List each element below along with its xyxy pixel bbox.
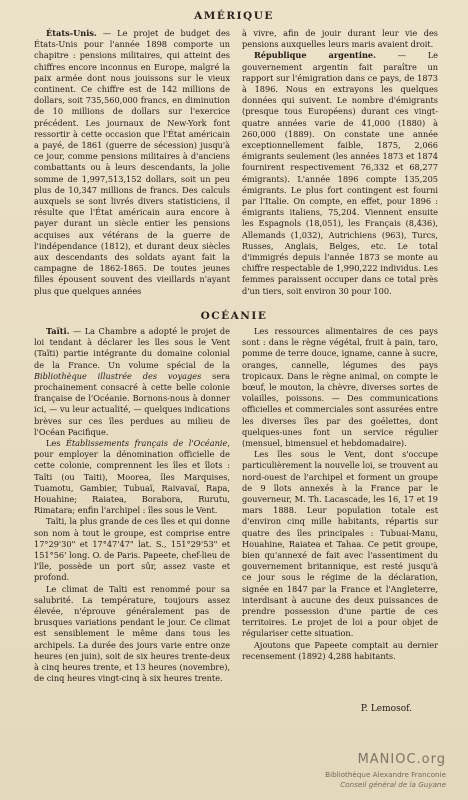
watermark-line-2: Conseil général de la Guyane — [340, 780, 446, 789]
us-title: États-Unis. — [46, 28, 97, 38]
tahiti-title: Taïti. — [46, 326, 70, 336]
amerique-left-column — [34, 28, 230, 297]
argentina-text: — Le gouvernement argentin fait paraître un rapport sur l'émigration dans ce pays, de 1873 à 1896. Nous en extrayons les quelques données qui suivent. Le nombre d'émigrants (presque tous Européens) durant ces vingt-quatre années varie de 41,000 (1880) à 260,000 (1889). On constate une année exceptionnellement faible, 1875, 2,066 émigrants seulement (les années 1873 et 1874 fournirent respectivement 76,332 et 68,277 émigrants). L'année 1896 compte 135,205 émigrants. Le plus fort contingent est fourni par l'Italie. On compte, en effet, pour 1896 : émigrants italiens, 75,204. Viennent ensuite les Espagnols (18,051), les Français (8,436), Allemands (1,032), Autrichiens (963), Turcs, Russes, Anglais, Belges, etc. Le total d'immigrés depuis l'année 1873 se monte au chiffre respectable de 1,990,222 individus. Les femmes paraissent occuper dans ce total près d'un tiers, soit environ 30 pour 100. — [242, 50, 438, 296]
watermark-line-1: Bibliothèque Alexandre Franconie — [325, 770, 446, 779]
amerique-right-column — [242, 28, 438, 297]
tahiti-text-2b: , pour employer la dénomination officielle de cette colonie, comprennent les îles et îlots : Taïti (ou Taiti), Moorea, îles Marquises, Tuamotu, Gambier, Tubuaï, Raivavaï, Rapa, Houahine; Raiatea, Borabora, Rurutu, Rimatara; enfin l'archipel : îles sous le Vent. — [34, 438, 230, 516]
section-heading-oceanie: OCÉANIE — [200, 310, 268, 322]
tahiti-text-1-italic: Bibliothèque illustrée des voyages — [34, 370, 202, 381]
argentina-paragraph — [242, 50, 438, 296]
section-heading-amerique: AMÉRIQUE — [194, 10, 274, 22]
tahiti-text-2a: Les — [46, 438, 66, 449]
tahiti-paragraph-4: Le climat de Taïti est renommé pour sa salubrité. La température, toujours assez élevée, n'éprouve généralement pas de brusques variations pendant le jour. Ce climat est sensiblement le même dans tous les archipels. La durée des jours varie entre onze heures (en juin), soit de six heures trente-deux à cinq heures trente, et 13 heures (novembre), de cinq heures vingt-cinq à six heures trente. — [34, 583, 230, 684]
tahiti-paragraph-1 — [34, 326, 230, 438]
oceanie-right-column — [242, 326, 438, 662]
tahiti-paragraph-3: Taïti, la plus grande de ces îles et qui donne son nom à tout le groupe, est comprise entre 17°29'30" et 17°47'47" lat. S., 151°29'53" et 151°56' long. O. de Paris. Papeete, chef-lieu de l'île, possède un port sûr, assez vaste et profond. — [34, 516, 230, 583]
oceanie-left-column — [34, 326, 230, 685]
tahiti-text-1a: — La Chambre a adopté le projet de loi tendant à déclarer les îles sous le Vent (Taïti) partie intégrante du domaine colonial de la France. Un volume spécial de la — [34, 326, 230, 370]
us-paragraph — [34, 28, 230, 297]
manioc-watermark-logo: MANIOC.org — [357, 752, 446, 767]
us-text: — Le projet de budget des États-Unis pour l'année 1898 comporte un chapitre : pensions militaires, qui atteint des chiffres encore inconnus en Europe, malgré la paix armée dont nous jouissons sur le vieux continent. Ce chiffre est de 142 millions de dollars, soit 735,560,000 francs, en diminution de 10 millions de dollars sur l'exercice précédent. Les journaux de New-York font ressortir à cette occasion que l'État américain a payé, de 1861 (guerre de sécession) jusqu'à ce jour, comme pensions militaires à d'anciens combattants ou à leurs descendants, la jolie somme de 1,997,513,152 dollars, soit un peu plus de 10,347 millions de francs. Des calculs auxquels se sont livrés divers statisticiens, il résulte que l'État américain aura encore à payer durant un siècle entier les pensions acquises aux vétérans de la guerre de l'indépendance (1812), et durant deux siècles aux descendants des soldats ayant fait la campagne de 1862-1865. De toutes jeunes filles épousent souvent des vieillards n'ayant plus que quelques années — [34, 28, 230, 296]
us-continuation: à vivre, afin de jouir durant leur vie des pensions auxquelles leurs maris avaient droit. — [242, 28, 438, 50]
tahiti-paragraph-2 — [34, 438, 230, 516]
papeete-paragraph: Ajoutons que Papeete comptait au dernier recensement (1892) 4,288 habitants. — [242, 639, 438, 661]
author-signature: P. Lemosof. — [360, 704, 412, 714]
tahiti-text-1b: sera prochainement consacré à cette belle colonie française de l'Océanie. Bornons-nous à donner ici, — vu leur actualité, — quelques indications brèves sur ces îles perdues au milieu de l'Océan Pacifique. — [34, 370, 230, 437]
leeward-islands-paragraph: Les îles sous le Vent, dont s'occupe particulièrement la nouvelle loi, se trouvent au nord-ouest de l'archipel et forment un groupe de 9 îlots annexés à la France par le gouverneur, M. Th. Lacascade, les 16, 17 et 19 mars 1888. Leur population totale est d'environ cinq mille habitants, répartis sur quatre des îles principales : Tubuai-Manu, Houahine, Raiatea et Tahaa. Ce petit groupe, bien qu'annexé de fait avec l'assentiment du gouvernement britannique, est resté jusqu'à ce jour sous le régime de la déclaration, signée en 1847 par la France et l'Angleterre, interdisant à aucune des deux puissances de prendre possession d'une partie de ces territoires. Le projet de loi a pour objet de régulariser cette situation. — [242, 449, 438, 639]
manioc-watermark-credits — [325, 770, 446, 790]
argentina-title: République argentine. — [254, 50, 376, 61]
tahiti-text-2-italic: Établissements français de l'Océanie — [65, 438, 228, 449]
resources-paragraph: Les ressources alimentaires de ces pays sont : dans le règne végétal, fruit à pain, taro, pomme de terre douce, igname, canne à sucre, oranges, cannelle, légumes des pays tropicaux. Dans le règne animal, on compte le bœuf, le mouton, la chèvre, diverses sortes de volailles, poissons. — Des communications officielles et commerciales sont assurées entre les diverses îles par des goélettes, dont quelques-unes font un service régulier (mensuel, bimensuel et hebdomadaire). — [242, 326, 438, 449]
